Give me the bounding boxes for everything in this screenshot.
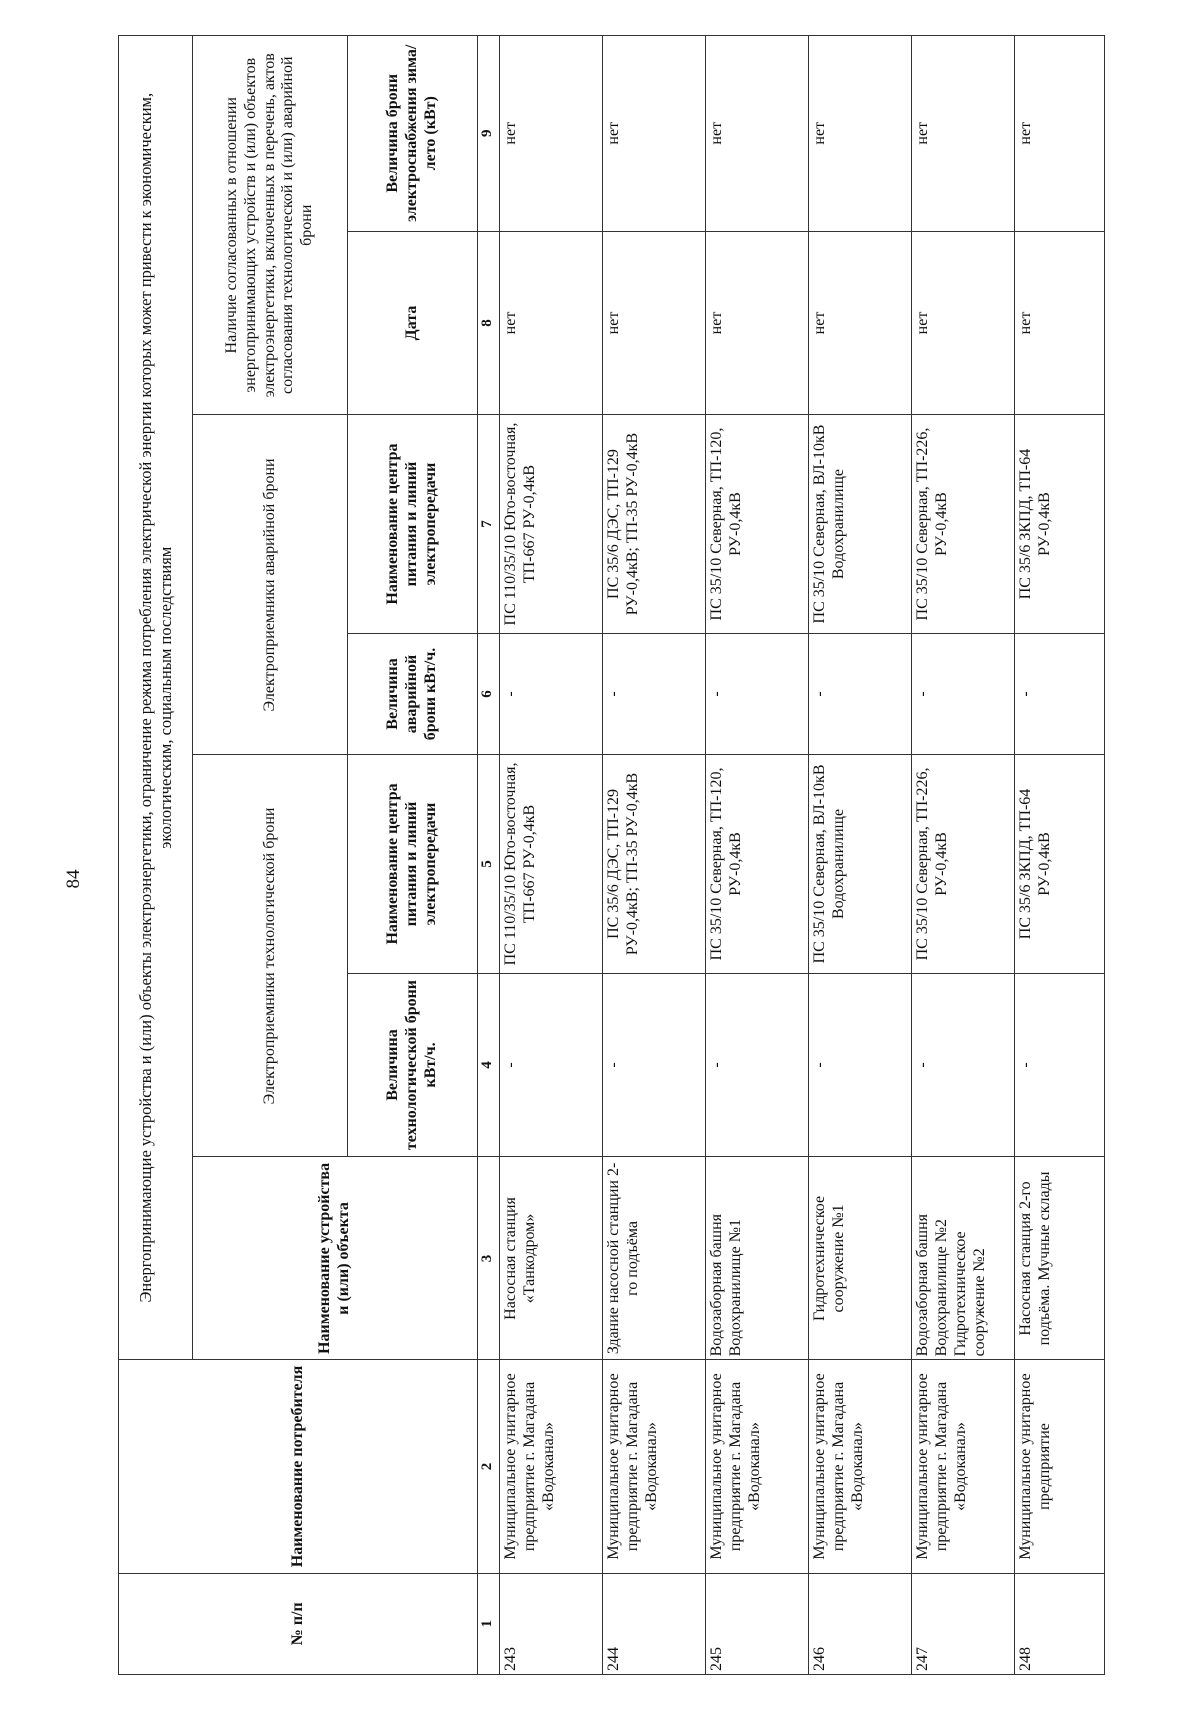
cell-object: Здание насосной станции 2-го подъёма xyxy=(603,1157,706,1360)
cell-consumer: Муниципальное унитарное предприятие г. Магадана «Водоканал» xyxy=(706,1360,809,1573)
column-number: 4 xyxy=(478,973,500,1157)
header-tech-value: Величина технологической брони кВт/ч. xyxy=(348,973,478,1157)
header-object: Наименование устройства и (или) объекта xyxy=(193,1157,478,1360)
energy-reserve-table xyxy=(118,35,1105,1675)
cell-emerg-center: ПС 35/6 ДЭС, ТП-129 РУ-0,4кВ; ТП-35 РУ-0,4кВ xyxy=(603,415,706,633)
cell-emerg-value: - xyxy=(706,633,809,755)
cell-num: 248 xyxy=(1015,1573,1105,1674)
cell-emerg-value: - xyxy=(912,633,1015,755)
cell-emerg-value: - xyxy=(1015,633,1105,755)
cell-reserve: нет xyxy=(912,36,1015,232)
header-reserve: Величина брони электроснабжения зима/лето (кВт) xyxy=(348,36,478,232)
cell-num: 247 xyxy=(912,1573,1015,1674)
cell-tech-value: - xyxy=(1015,973,1105,1157)
cell-reserve: нет xyxy=(603,36,706,232)
cell-num: 246 xyxy=(809,1573,912,1674)
cell-tech-value: - xyxy=(706,973,809,1157)
column-number: 5 xyxy=(478,755,500,973)
header-tech-group: Электроприемники технологической брони xyxy=(193,755,348,1157)
table-row xyxy=(706,36,809,1675)
cell-date: нет xyxy=(706,231,809,415)
cell-tech-value: - xyxy=(809,973,912,1157)
cell-emerg-value: - xyxy=(809,633,912,755)
rotated-table-container xyxy=(118,35,1168,1675)
table-row xyxy=(603,36,706,1675)
table-row xyxy=(809,36,912,1675)
cell-date: нет xyxy=(809,231,912,415)
cell-tech-center: ПС 35/10 Северная, ТП-120, РУ-0,4кВ xyxy=(706,755,809,973)
cell-object: Насосная станция 2-го подъёма. Мучные склады xyxy=(1015,1157,1105,1360)
cell-reserve: нет xyxy=(706,36,809,232)
cell-tech-value: - xyxy=(500,973,603,1157)
cell-tech-center: ПС 35/6 ДЭС, ТП-129 РУ-0,4кВ; ТП-35 РУ-0,4кВ xyxy=(603,755,706,973)
header-date: Дата xyxy=(348,231,478,415)
cell-emerg-center: ПС 35/10 Северная, ТП-226, РУ-0,4кВ xyxy=(912,415,1015,633)
column-number: 9 xyxy=(478,36,500,232)
cell-date: нет xyxy=(1015,231,1105,415)
header-tech-center: Наименование центра питания и линий электропередачи xyxy=(348,755,478,973)
column-number: 8 xyxy=(478,231,500,415)
cell-object: Насосная станция «Танкодром» xyxy=(500,1157,603,1360)
cell-emerg-value: - xyxy=(603,633,706,755)
cell-num: 245 xyxy=(706,1573,809,1674)
cell-tech-value: - xyxy=(912,973,1015,1157)
cell-num: 243 xyxy=(500,1573,603,1674)
table-row xyxy=(500,36,603,1675)
header-num: № п/п xyxy=(119,1573,478,1674)
cell-object: Гидротехническое сооружение №1 xyxy=(809,1157,912,1360)
cell-emerg-center: ПС 35/6 ЗКПД, ТП-64 РУ-0,4кВ xyxy=(1015,415,1105,633)
cell-emerg-value: - xyxy=(500,633,603,755)
cell-consumer: Муниципальное унитарное предприятие г. Магадана «Водоканал» xyxy=(912,1360,1015,1573)
cell-emerg-center: ПС 35/10 Северная, ТП-120, РУ-0,4кВ xyxy=(706,415,809,633)
cell-tech-value: - xyxy=(603,973,706,1157)
cell-reserve: нет xyxy=(1015,36,1105,232)
cell-consumer: Муниципальное унитарное предприятие г. Магадана «Водоканал» xyxy=(603,1360,706,1573)
cell-date: нет xyxy=(603,231,706,415)
table-row xyxy=(912,36,1015,1675)
column-number: 6 xyxy=(478,633,500,755)
cell-date: нет xyxy=(912,231,1015,415)
cell-emerg-center: ПС 35/10 Северная, ВЛ-10кВ Водохранилище xyxy=(809,415,912,633)
header-emerg-center: Наименование центра питания и линий электропередачи xyxy=(348,415,478,633)
header-emerg-group: Электроприемники аварийной брони xyxy=(193,415,348,755)
cell-tech-center: ПС 35/10 Северная, ВЛ-10кВ Водохранилище xyxy=(809,755,912,973)
header-agreed-group: Наличие согласованных в отношении энергопринимающих устройств и (или) объектов электроэнергетики, включенных в перечень, актов согласования технологической и (или) аварийной брони xyxy=(193,36,348,415)
cell-date: нет xyxy=(500,231,603,415)
cell-consumer: Муниципальное унитарное предприятие г. Магадана «Водоканал» xyxy=(500,1360,603,1573)
cell-tech-center: ПС 110/35/10 Юго-восточная, ТП-667 РУ-0,4кВ xyxy=(500,755,603,973)
cell-object: Водозаборная башня Водохранилище №1 xyxy=(706,1157,809,1360)
header-emerg-value: Величина аварийной брони кВт/ч. xyxy=(348,633,478,755)
cell-object: Водозаборная башня Водохранилище №2 Гидротехническое сооружение №2 xyxy=(912,1157,1015,1360)
column-number: 3 xyxy=(478,1157,500,1360)
column-number: 1 xyxy=(478,1573,500,1674)
column-number-row xyxy=(478,36,500,1675)
table-row xyxy=(1015,36,1105,1675)
cell-num: 244 xyxy=(603,1573,706,1674)
cell-tech-center: ПС 35/6 ЗКПД, ТП-64 РУ-0,4кВ xyxy=(1015,755,1105,973)
header-consumer: Наименование потребителя xyxy=(119,1360,478,1573)
column-number: 2 xyxy=(478,1360,500,1573)
cell-reserve: нет xyxy=(809,36,912,232)
cell-consumer: Муниципальное унитарное предприятие xyxy=(1015,1360,1105,1573)
cell-reserve: нет xyxy=(500,36,603,232)
cell-tech-center: ПС 35/10 Северная, ТП-226, РУ-0,4кВ xyxy=(912,755,1015,973)
table-caption: Энергопринимающие устройства и (или) объекты электроэнергетики, ограничение режима потребления электрической энергии которых может привести к экономическим, экологическим, социальным последствиям xyxy=(119,36,193,1360)
cell-consumer: Муниципальное унитарное предприятие г. Магадана «Водоканал» xyxy=(809,1360,912,1573)
column-number: 7 xyxy=(478,415,500,633)
cell-emerg-center: ПС 110/35/10 Юго-восточная, ТП-667 РУ-0,4кВ xyxy=(500,415,603,633)
page-number: 84 xyxy=(63,869,84,889)
